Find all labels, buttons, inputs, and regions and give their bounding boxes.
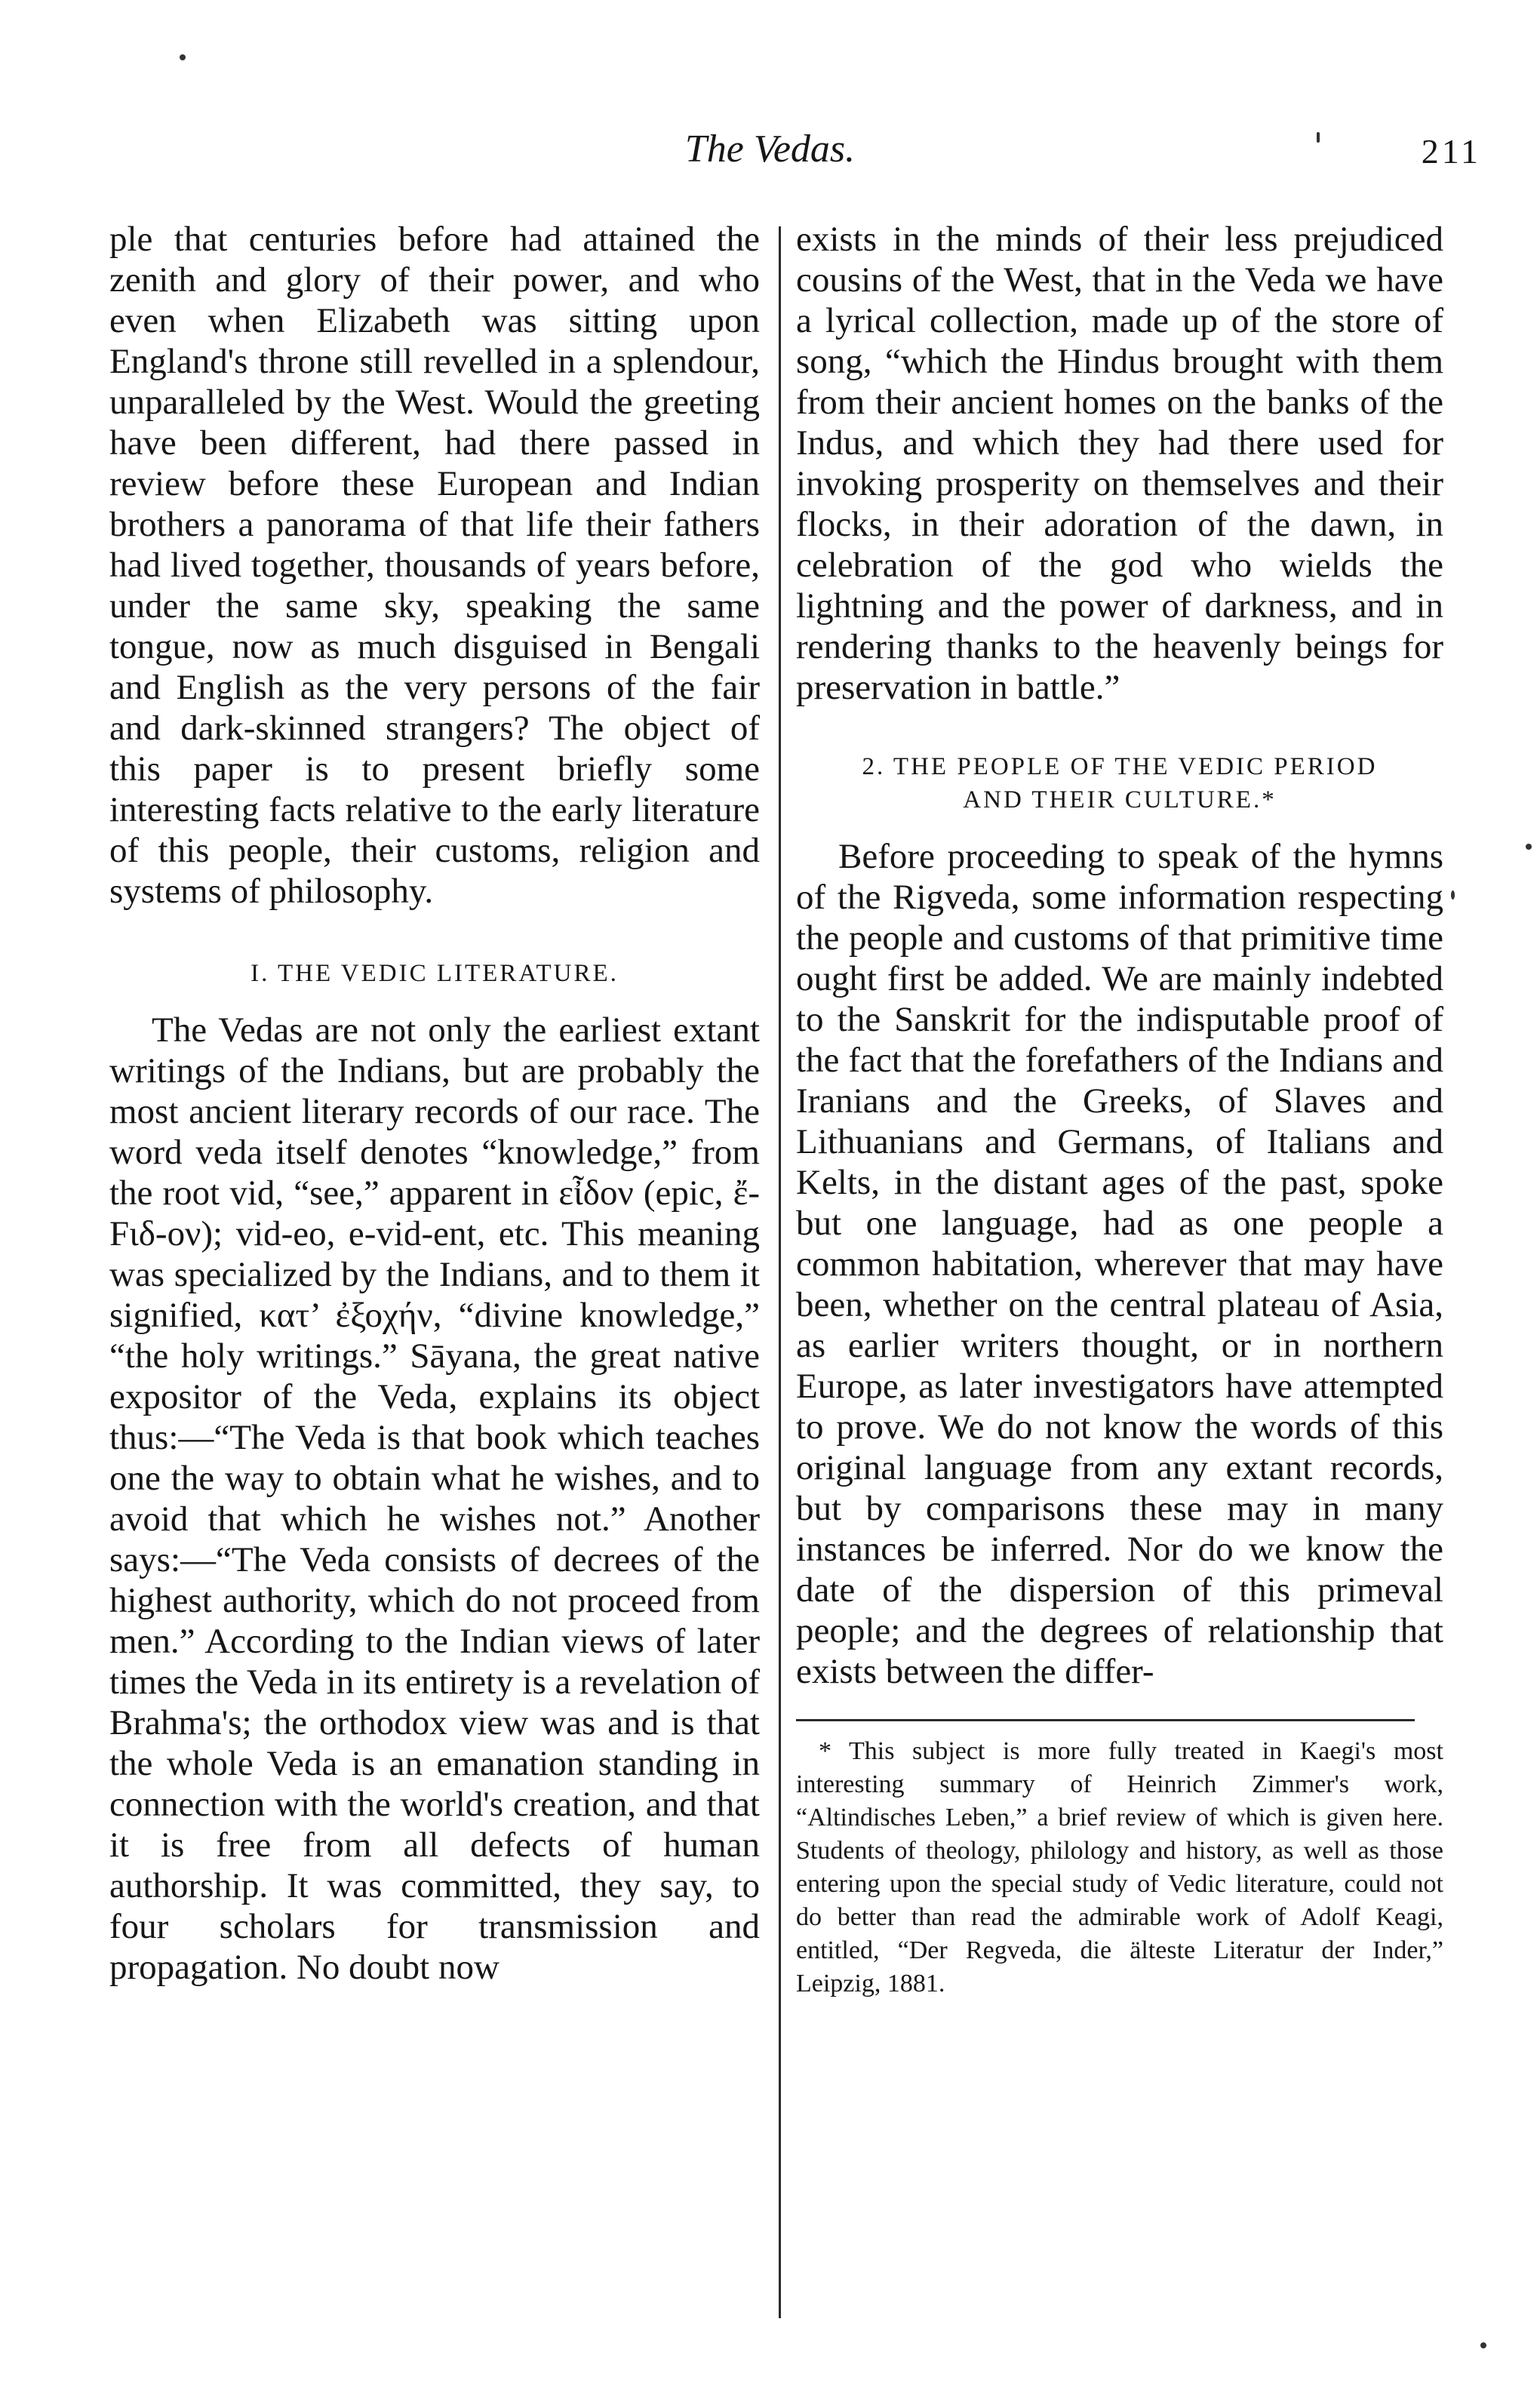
footnote: * This subject is more fully treated in Kaegi's most interesting summary of Heinrich Zimmer's work, “Altindisches Leben,” a brief review of which is given here. Students of theology, philology and history, as well as those entering upon the special study of Vedic literature, could not do better than read the admirable work of Adolf Keagi, entitled, “Der Regveda, die älteste Literatur der Inder,” Leipzig, 1881. xyxy=(796,1737,1443,1998)
page-header xyxy=(0,127,1540,180)
footnote-rule xyxy=(796,1719,1415,1721)
section-heading-line-2: AND THEIR CULTURE.* xyxy=(963,786,1277,813)
page-number: 211 xyxy=(1421,132,1481,171)
print-speck xyxy=(1317,132,1320,143)
print-speck xyxy=(1526,844,1532,850)
section-heading-vedic-literature: I. THE VEDIC LITERATURE. xyxy=(251,960,619,987)
right-continuation-paragraph: exists in the minds of their less prejudiced cousins of the West, that in the Veda we have a lyrical collection, made up of the store of song, “which the Hindus brought with them from their ancient homes on the banks of the Indus, and which they had there used for invoking prosperity on themselves and their flocks, in their adoration of the dawn, in celebration of the god who wields the lightning and the power of darkness, and in rendering thanks to the heavenly beings for preservation in battle.” xyxy=(796,220,1443,707)
print-speck xyxy=(1480,2342,1486,2348)
vedic-literature-paragraph: The Vedas are not only the earliest extant writings of the Indians, but are probably the most ancient literary records of our race. The word veda itself denotes “knowledge,” from the root vid, “see,” apparent in εἶδον (epic, ἔ-Fιδ-ον); vid-eo, e-vid-ent, etc. This meaning was specialized by the Indians, and to them it signified, κατ’ ἐξοχήν, “divine knowledge,” “the holy writings.” Sāyana, the great native expositor of the Veda, explains its object thus:—“The Veda is that book which teaches one the way to obtain what he wishes, and to avoid that which he wishes not.” Another says:—“The Veda consists of decrees of the highest authority, which do not proceed from men.” According to the Indian views of later times the Veda in its entirety is a revelation of Brahma's; the orthodox view was and is that the whole Veda is an emanation standing in connection with the world's creation, and that it is free from all defects of human authorship. It was committed, they say, to four scholars for transmission and propagation. No doubt now xyxy=(109,1010,760,1987)
section-heading-line-1: 2. THE PEOPLE OF THE VEDIC PERIOD xyxy=(862,753,1378,780)
left-column xyxy=(109,219,760,1988)
right-column xyxy=(796,219,1443,2001)
section-heading-vedic-people xyxy=(796,750,1443,817)
running-title: The Vedas. xyxy=(684,128,856,171)
column-divider xyxy=(779,226,781,2318)
vedic-people-paragraph: Before proceeding to speak of the hymns of the Rigveda, some information respecting the people and customs of that primitive time ought first be added. We are mainly indebted to the Sanskrit for the indisputable proof of the fact that the forefathers of the Indians and Iranians and the Greeks, of Slaves and Lithuanians and Germans, of Italians and Kelts, in the distant ages of the past, spoke but one language, had as one people a common habitation, wherever that may have been, whether on the central plateau of Asia, as earlier writers thought, or in northern Europe, as later investigators have attempted to prove. We do not know the words of this original language from any extant records, but by comparisons these may in many instances be inferred. Nor do we know the date of the dispersion of this primeval people; and the degrees of relationship that exists between the differ- xyxy=(796,837,1443,1691)
print-speck xyxy=(180,54,186,60)
print-speck xyxy=(1451,890,1455,900)
left-continuation-paragraph: ple that centuries before had attained the zenith and glory of their power, and who even when Elizabeth was sitting upon England's throne still revelled in a splendour, unparalleled by the West. Would the greeting have been different, had there passed in review before these European and Indian brothers a panorama of that life their fathers had lived together, thousands of years before, under the same sky, speaking the same tongue, now as much disguised in Bengali and English as the very persons of the fair and dark-skinned strangers? The object of this paper is to present briefly some interesting facts relative to the early literature of this people, their customs, religion and systems of philosophy. xyxy=(109,220,760,911)
